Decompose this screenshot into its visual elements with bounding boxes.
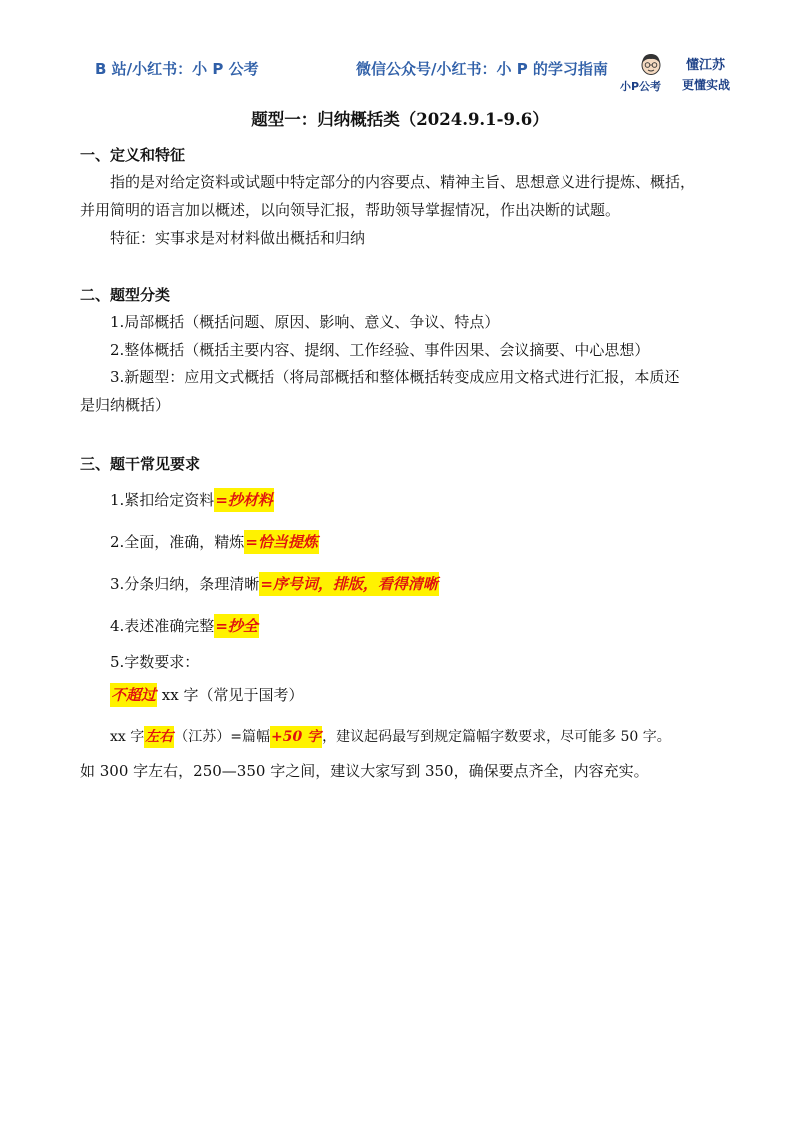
logo-slogan-line-2: 更懂实战	[682, 78, 731, 92]
word-approx-post: ，建议起码最写到规定篇幅字数要求，尽可能多 50 字。	[322, 729, 671, 745]
requirement-2-text: 2.全面，准确，精炼	[110, 533, 245, 551]
requirement-3-highlight: =序号词，排版，看得清晰	[259, 572, 439, 596]
brand-logo	[620, 48, 750, 96]
header-left-text: B 站/小红书：小 P 公考	[95, 60, 259, 78]
word-limit-line	[110, 684, 303, 705]
logo-brand-text: 小P公考	[620, 80, 662, 93]
cartoon-face-icon	[640, 52, 662, 76]
section-3-heading: 三、题干常见要求	[80, 455, 201, 473]
requirement-4-highlight: =抄全	[214, 614, 259, 638]
requirement-1-highlight: =抄材料	[214, 488, 274, 512]
word-approx-line	[110, 726, 671, 746]
requirement-1	[110, 489, 274, 510]
word-example-line: 如 300 字左右，250—350 字之间，建议大家写到 350，确保要点齐全，内容充实。	[80, 762, 649, 780]
word-approx-highlight-1: 左右	[144, 726, 174, 748]
requirement-2	[110, 531, 319, 552]
category-item-1: 1.局部概括（概括问题、原因、影响、意义、争议、特点）	[110, 313, 500, 331]
section-1-heading: 一、定义和特征	[80, 146, 186, 164]
word-limit-highlight: 不超过	[110, 683, 157, 707]
definition-line-1: 指的是对给定资料或试题中特定部分的内容要点、精神主旨、思想意义进行提炼、概括，	[110, 173, 696, 191]
feature-text: 特征：实事求是对材料做出概括和归纳	[110, 229, 366, 247]
word-approx-pre: xx 字	[110, 729, 145, 745]
requirement-3	[110, 573, 439, 594]
requirement-5: 5.字数要求：	[110, 653, 200, 671]
section-2-heading: 二、题型分类	[80, 286, 171, 304]
word-limit-text: xx 字（常见于国考）	[157, 686, 304, 704]
word-approx-highlight-2: +50 字	[270, 726, 322, 748]
requirement-3-text: 3.分条归纳，条理清晰	[110, 575, 260, 593]
category-item-3-line-2: 是归纳概括）	[80, 396, 171, 414]
requirement-4	[110, 615, 259, 636]
word-approx-mid: （江苏）=篇幅	[174, 729, 270, 745]
requirement-4-text: 4.表述准确完整	[110, 617, 215, 635]
category-item-3-line-1: 3.新题型：应用文式概括（将局部概括和整体概括转变成应用文格式进行汇报，本质还	[110, 368, 680, 386]
requirement-1-text: 1.紧扣给定资料	[110, 491, 215, 509]
requirement-2-highlight: =恰当提炼	[244, 530, 319, 554]
header-middle-text: 微信公众号/小红书：小 P 的学习指南	[356, 60, 608, 78]
definition-line-2: 并用简明的语言加以概述，以向领导汇报，帮助领导掌握情况，作出决断的试题。	[80, 201, 621, 219]
logo-slogan-line-1: 懂江苏	[686, 58, 726, 73]
page-title: 题型一：归纳概括类（2024.9.1-9.6）	[251, 110, 549, 129]
category-item-2: 2.整体概括（概括主要内容、提纲、工作经验、事件因果、会议摘要、中心思想）	[110, 341, 650, 359]
